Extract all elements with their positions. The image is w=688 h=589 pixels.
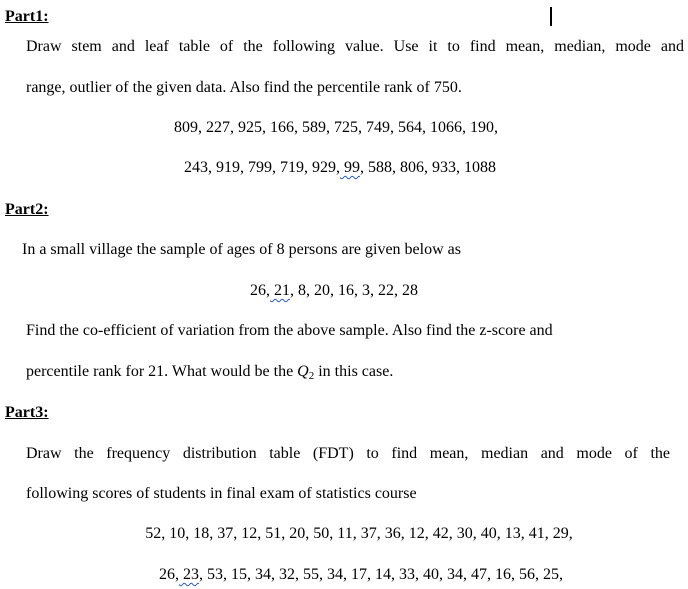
q-letter: Q: [297, 363, 309, 380]
part3-flagged-value: 23: [179, 566, 199, 583]
part3-instruction-line2: following scores of students in final exam of statistics course: [26, 485, 417, 502]
part2-data-end: , 8, 20, 16, 3, 22, 28: [290, 282, 418, 299]
part3-heading: Part3:: [5, 404, 49, 421]
part3-instruction-line1: Draw the frequency distribution table (FDT) to find mean, median and mode of the: [26, 445, 670, 462]
part3-data-line2-start: 26,: [159, 566, 179, 583]
part2-instruction-line1: In a small village the sample of ages of 8 persons are given below as: [22, 241, 461, 258]
q-subscript: 2: [308, 370, 315, 382]
part2-instruction-line2: Find the co-efficient of variation from the above sample. Also find the z-score and: [26, 322, 553, 339]
q2-symbol: [297, 363, 314, 380]
part2-instruction-line3: [26, 362, 393, 382]
text-cursor: [550, 7, 552, 26]
part3-data-line2: [0, 565, 688, 585]
part1-data-line1: 809, 227, 925, 166, 589, 725, 749, 564, 1066, 190,: [174, 119, 498, 136]
part3-data-line2-end: , 53, 15, 34, 32, 55, 34, 17, 14, 33, 40, 34, 47, 16, 56, 25,: [199, 566, 563, 583]
part2-line3-start: percentile rank for 21. What would be the: [26, 363, 298, 380]
part2-flagged-value: 21: [270, 282, 290, 299]
part1-flagged-value: 99: [340, 159, 360, 176]
part1-instruction-line2: range, outlier of the given data. Also find the percentile rank of 750.: [26, 79, 462, 96]
part1-heading: Part1:: [5, 8, 49, 25]
part1-data-line2-start: 243, 919, 799, 719, 929,: [184, 159, 340, 176]
part3-data-line1: 52, 10, 18, 37, 12, 51, 20, 50, 11, 37, 36, 12, 42, 30, 40, 13, 41, 29,: [145, 525, 573, 542]
part2-heading: Part2:: [5, 201, 49, 218]
part2-data-start: 26,: [250, 282, 270, 299]
part1-data-line2-end: , 588, 806, 933, 1088: [360, 159, 496, 176]
part1-instruction-line1: Draw stem and leaf table of the following value. Use it to find mean, median, mode and: [26, 38, 684, 55]
part2-line3-end: in this case.: [314, 363, 394, 380]
part1-data-line2: [0, 158, 680, 178]
part2-data-line: [0, 281, 668, 301]
